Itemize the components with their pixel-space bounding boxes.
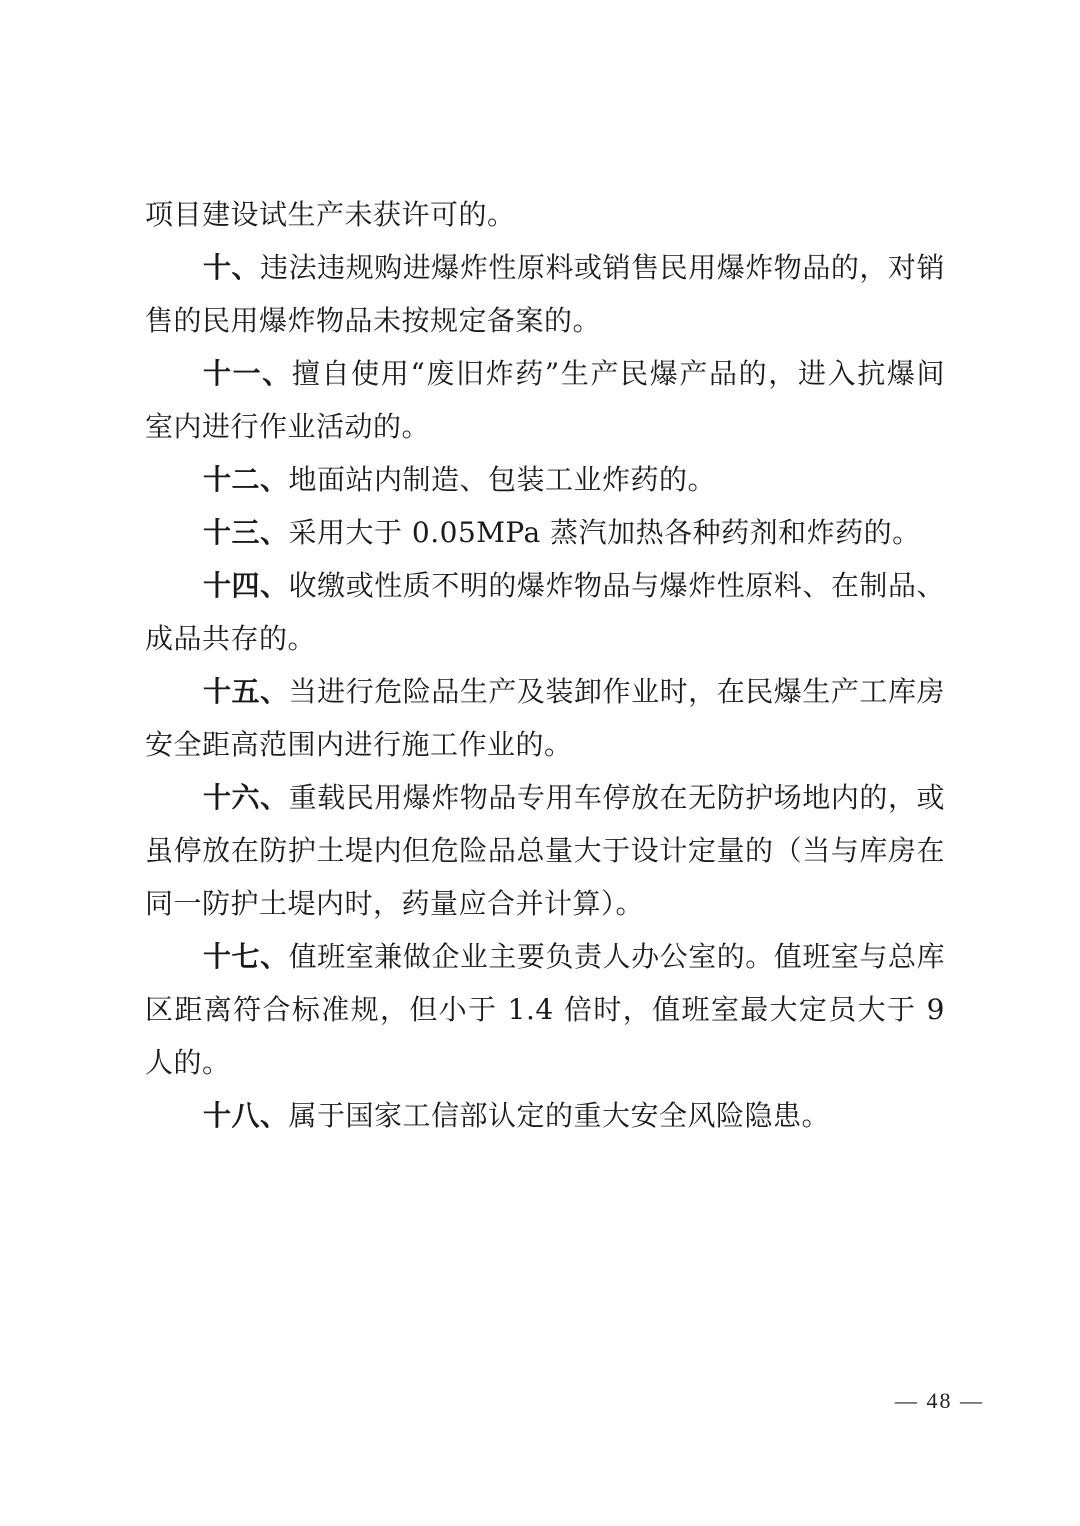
document-body bbox=[145, 188, 945, 1142]
item-number: 十八、 bbox=[203, 1099, 289, 1132]
paragraph-text: 擅自使用“废旧炸药”生产民爆产品的，进入抗爆间室内进行作业活动的。 bbox=[145, 357, 945, 443]
paragraph-item-15 bbox=[145, 665, 945, 771]
paragraph-item-16 bbox=[145, 771, 945, 930]
paragraph-text: 重载民用爆炸物品专用车停放在无防护场地内的，或虽停放在防护土堤内但危险品总量大于设计定量的（当与库房在同一防护土堤内时，药量应合并计算）。 bbox=[145, 781, 945, 920]
paragraph-text: 项目建设试生产未获许可的。 bbox=[145, 198, 516, 231]
paragraph-item-10 bbox=[145, 241, 945, 347]
item-number: 十七、 bbox=[203, 940, 289, 973]
paragraph-text: 采用大于 0.05MPa 蒸汽加热各种药剂和炸药的。 bbox=[288, 516, 921, 549]
paragraph-item-18 bbox=[145, 1089, 945, 1142]
paragraph-text: 违法违规购进爆炸性原料或销售民用爆炸物品的，对销售的民用爆炸物品未按规定备案的。 bbox=[145, 251, 945, 337]
paragraph-continuation bbox=[145, 188, 945, 241]
item-number: 十四、 bbox=[203, 569, 289, 602]
paragraph-item-12 bbox=[145, 453, 945, 506]
paragraph-item-13 bbox=[145, 506, 945, 559]
paragraph-item-11 bbox=[145, 347, 945, 453]
paragraph-item-14 bbox=[145, 559, 945, 665]
paragraph-text: 地面站内制造、包装工业炸药的。 bbox=[288, 463, 717, 496]
paragraph-text: 值班室兼做企业主要负责人办公室的。值班室与总库区距离符合标准规，但小于 1.4 倍时，值班室最大定员大于 9 人的。 bbox=[145, 940, 945, 1079]
item-number: 十二、 bbox=[203, 463, 289, 496]
item-number: 十、 bbox=[203, 251, 261, 284]
item-number: 十一、 bbox=[203, 357, 292, 390]
paragraph-item-17 bbox=[145, 930, 945, 1089]
paragraph-text: 收缴或性质不明的爆炸物品与爆炸性原料、在制品、成品共存的。 bbox=[145, 569, 945, 655]
page-number: — 48 — bbox=[895, 1388, 984, 1413]
paragraph-text: 属于国家工信部认定的重大安全风险隐患。 bbox=[288, 1099, 831, 1132]
paragraph-text: 当进行危险品生产及装卸作业时，在民爆生产工库房安全距高范围内进行施工作业的。 bbox=[145, 675, 945, 761]
item-number: 十三、 bbox=[203, 516, 289, 549]
item-number: 十五、 bbox=[203, 675, 289, 708]
item-number: 十六、 bbox=[203, 781, 289, 814]
